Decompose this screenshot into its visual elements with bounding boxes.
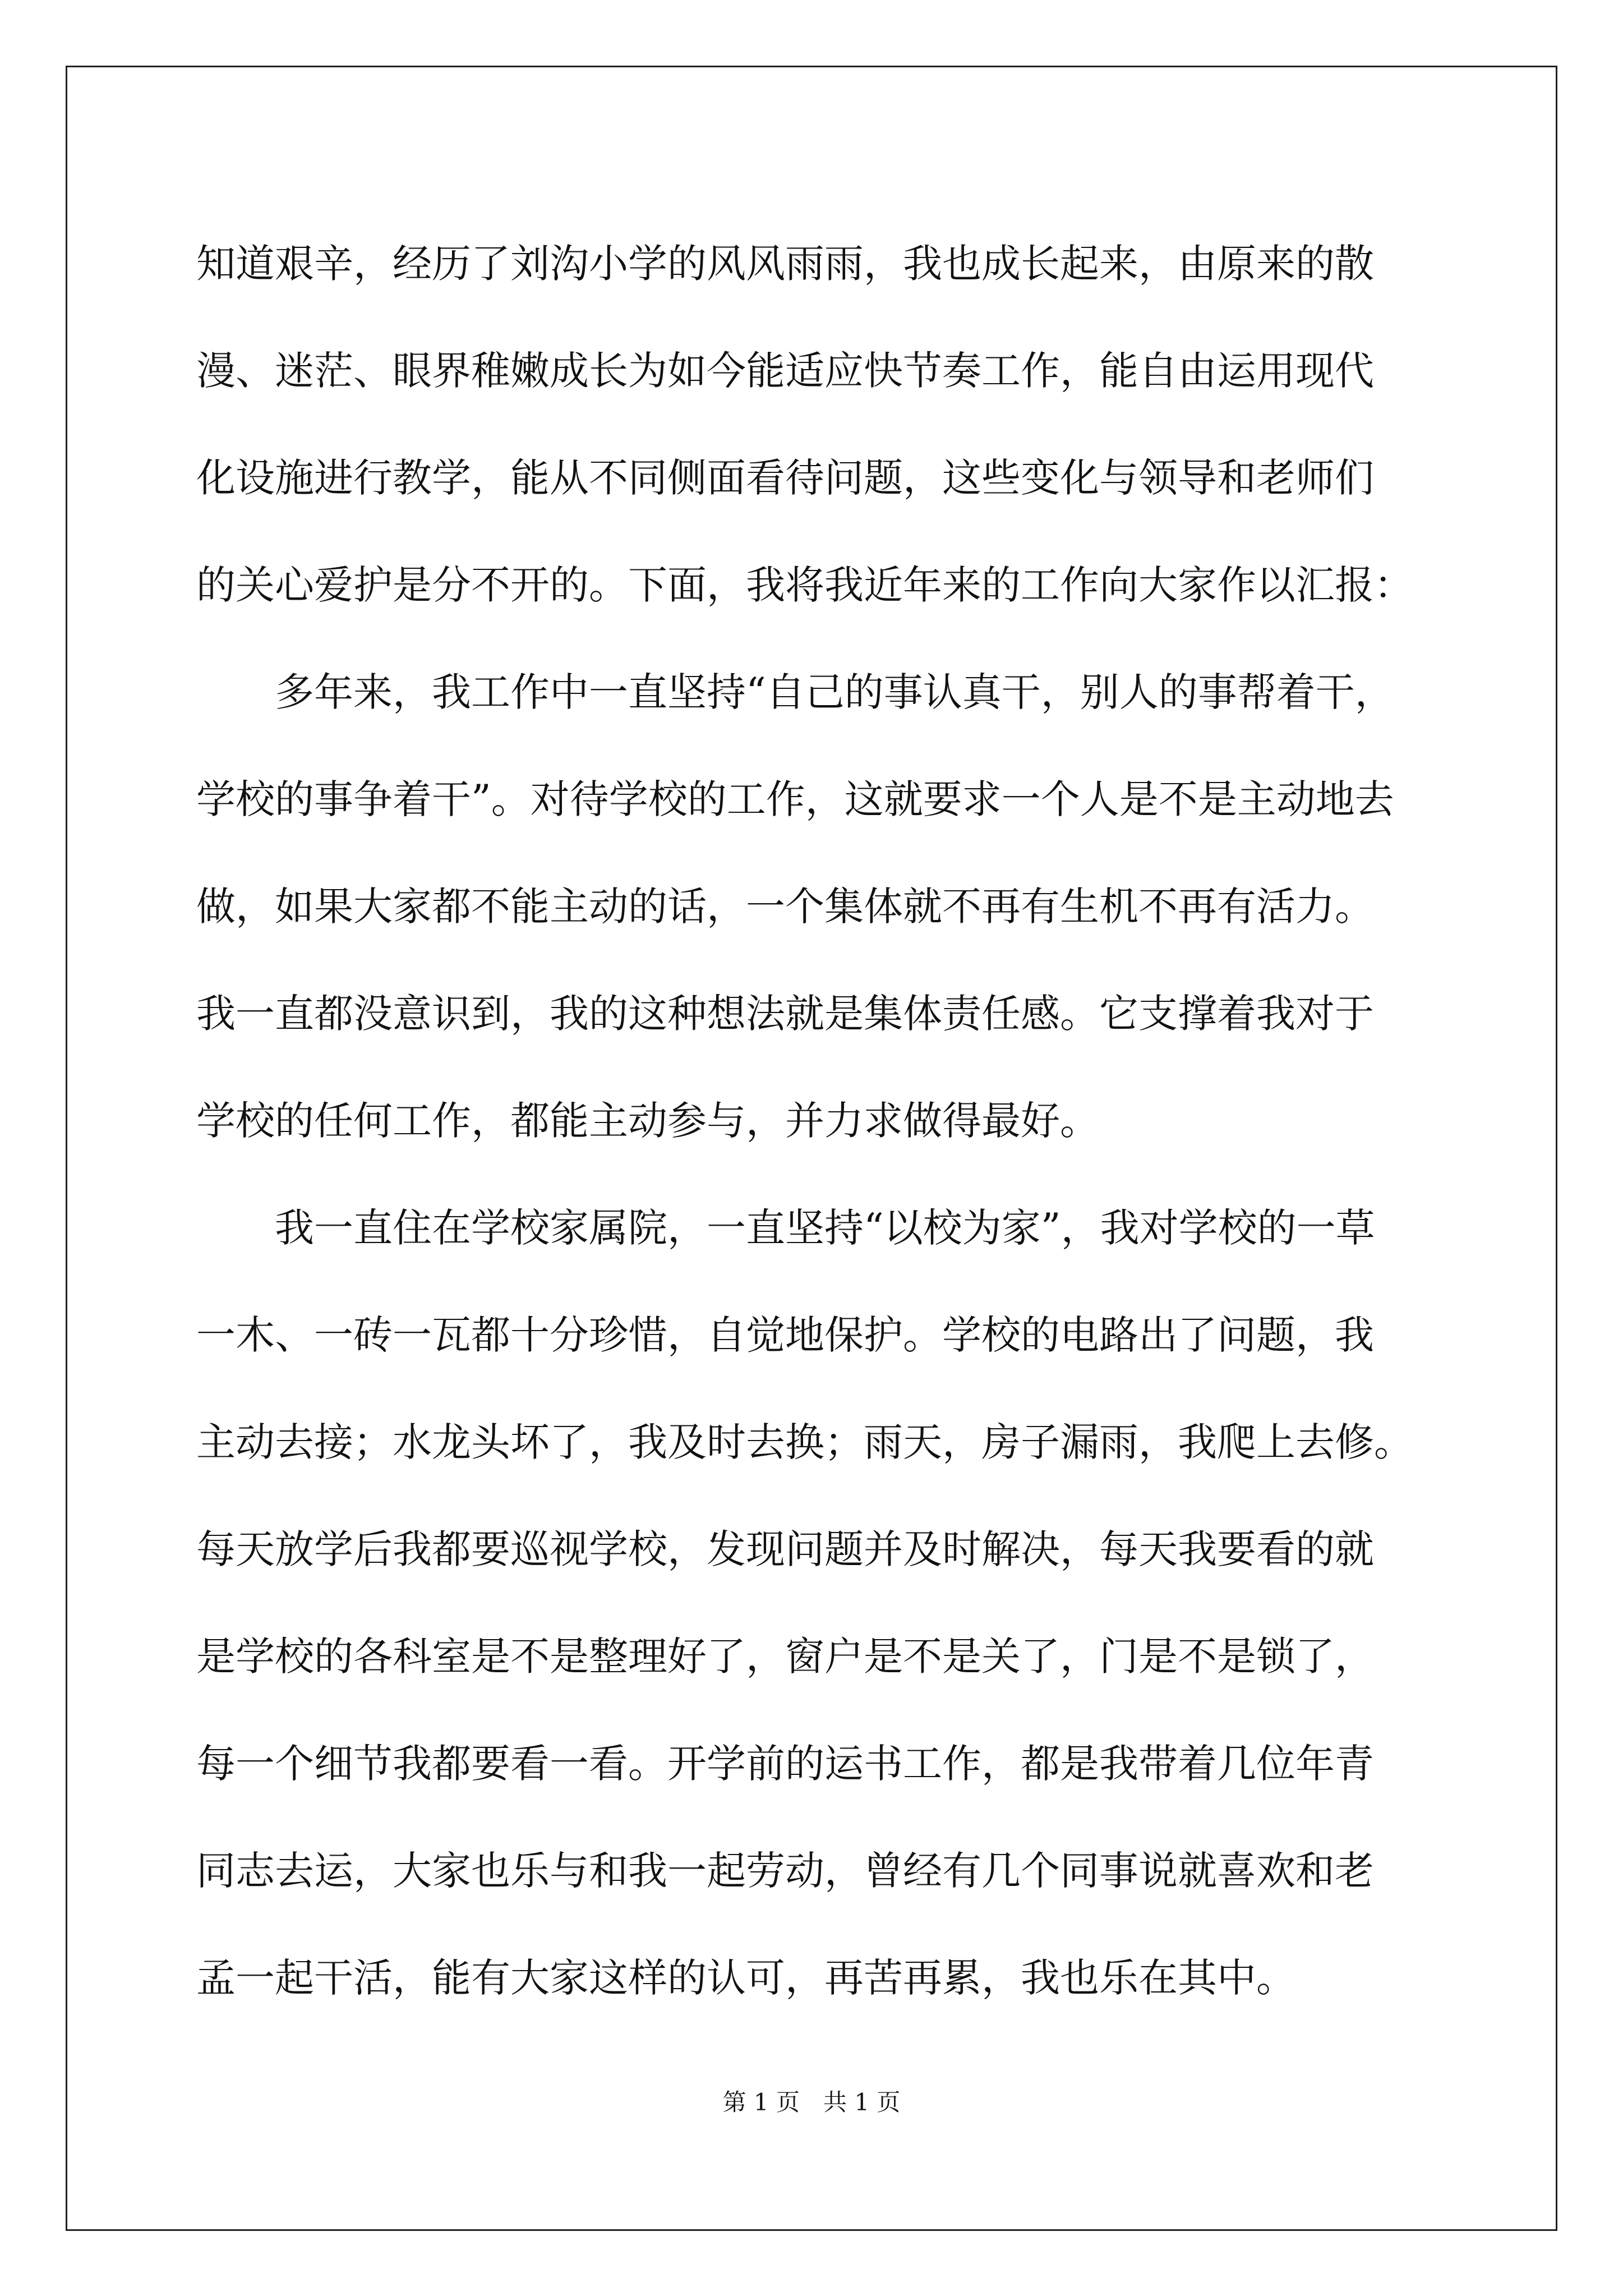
text-line: 漫、迷茫、眼界稚嫩成长为如今能适应快节奏工作，能自由运用现代 — [196, 348, 1374, 394]
text-line: 学校的事争着干”。对待学校的工作，这就要求一个人是不是主动地去 — [196, 776, 1394, 822]
text-line: 是学校的各科室是不是整理好了，窗户是不是关了，门是不是锁了， — [196, 1634, 1374, 1680]
text-line: 每一个细节我都要看一看。开学前的运书工作，都是我带着几位年青 — [196, 1741, 1374, 1787]
text-line: 的关心爱护是分不开的。下面，我将我近年来的工作向大家作以汇报： — [196, 562, 1413, 608]
text-line: 我一直都没意识到，我的这种想法就是集体责任感。它支撑着我对于 — [196, 991, 1374, 1037]
text-line: 一木、一砖一瓦都十分珍惜，自觉地保护。学校的电路出了问题，我 — [196, 1312, 1374, 1358]
text-line: 知道艰辛，经历了刘沟小学的风风雨雨，我也成长起来，由原来的散 — [196, 241, 1374, 287]
text-line: 化设施进行教学，能从不同侧面看待问题，这些变化与领导和老师们 — [196, 455, 1374, 501]
paragraph-start-line: 我一直住在学校家属院，一直坚持“以校为家”，我对学校的一草 — [196, 1205, 1375, 1251]
document-body — [196, 210, 1430, 2032]
page-number-footer: 第 1 页 共 1 页 — [722, 2088, 901, 2116]
text-line: 孟一起干活，能有大家这样的认可，再苦再累，我也乐在其中。 — [196, 1955, 1295, 2001]
text-line: 主动去接；水龙头坏了，我及时去换；雨天，房子漏雨，我爬上去修。 — [196, 1419, 1413, 1465]
paragraph-start-line: 多年来，我工作中一直坚持“自己的事认真干，别人的事帮着干， — [196, 669, 1394, 715]
text-line: 做，如果大家都不能主动的话，一个集体就不再有生机不再有活力。 — [196, 884, 1374, 930]
text-line: 每天放学后我都要巡视学校，发现问题并及时解决，每天我要看的就 — [196, 1526, 1374, 1572]
text-line: 学校的任何工作，都能主动参与，并力求做得最好。 — [196, 1098, 1099, 1144]
text-line: 同志去运，大家也乐与和我一起劳动，曾经有几个同事说就喜欢和老 — [196, 1848, 1374, 1894]
